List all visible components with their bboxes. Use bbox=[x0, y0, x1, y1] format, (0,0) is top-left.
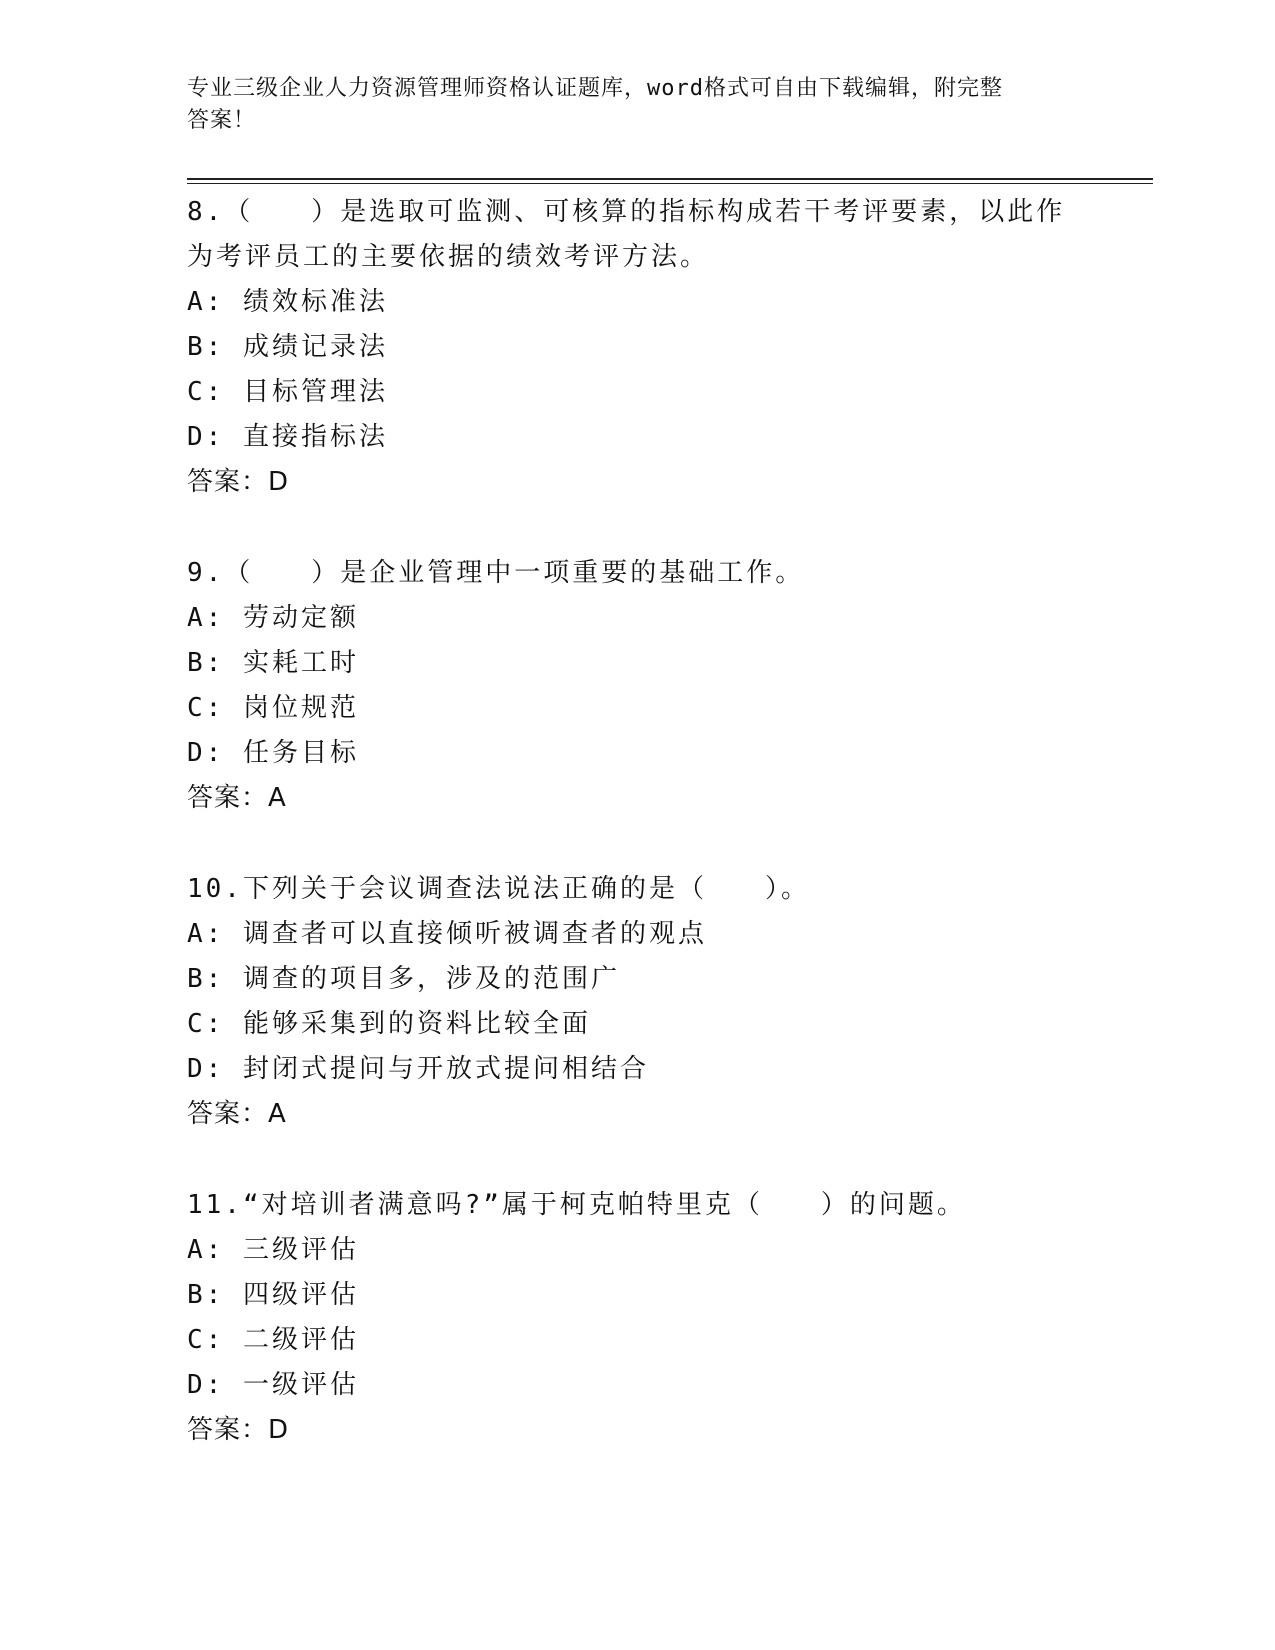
stem-line: 11.“对培训者满意吗?”属于柯克帕特里克（ ）的问题。 bbox=[187, 1190, 966, 1220]
option-d: D: 封闭式提问与开放式提问相结合 bbox=[187, 1054, 649, 1084]
header-line-2: 答案！ bbox=[187, 108, 257, 133]
option-a: A: 调查者可以直接倾听被调查者的观点 bbox=[187, 919, 707, 949]
question-11 bbox=[187, 1183, 1087, 1453]
option-c: C: 能够采集到的资料比较全面 bbox=[187, 1009, 591, 1039]
question-list bbox=[187, 190, 1087, 1499]
stem-line: 8.（ ）是选取可监测、可核算的指标构成若干考评要素，以此作 bbox=[187, 197, 1066, 227]
option-d: D: 任务目标 bbox=[187, 738, 359, 768]
answer: 答案：D bbox=[187, 467, 290, 497]
stem-line: 9.（ ）是企业管理中一项重要的基础工作。 bbox=[187, 558, 805, 588]
header-line-1: 专业三级企业人力资源管理师资格认证题库，word格式可自由下载编辑，附完整 bbox=[187, 76, 1003, 101]
option-c: C: 二级评估 bbox=[187, 1325, 359, 1355]
option-b: B: 调查的项目多，涉及的范围广 bbox=[187, 964, 620, 994]
stem-line: 为考评员工的主要依据的绩效考评方法。 bbox=[187, 242, 710, 272]
answer: 答案：D bbox=[187, 1415, 290, 1445]
answer: 答案：A bbox=[187, 783, 287, 813]
question-stem bbox=[187, 1183, 1087, 1228]
stem-line: 10.下列关于会议调查法说法正确的是（ ）。 bbox=[187, 874, 810, 904]
answer: 答案：A bbox=[187, 1099, 287, 1129]
header-divider-thin bbox=[187, 183, 1153, 184]
question-8 bbox=[187, 190, 1087, 505]
option-d: D: 直接指标法 bbox=[187, 422, 388, 452]
question-stem bbox=[187, 190, 1087, 280]
question-10 bbox=[187, 867, 1087, 1137]
option-a: A: 绩效标准法 bbox=[187, 287, 388, 317]
option-d: D: 一级评估 bbox=[187, 1370, 359, 1400]
question-stem bbox=[187, 551, 1087, 596]
option-b: B: 成绩记录法 bbox=[187, 332, 388, 362]
option-a: A: 劳动定额 bbox=[187, 603, 359, 633]
header-divider-thick bbox=[187, 178, 1153, 180]
question-9 bbox=[187, 551, 1087, 821]
option-c: C: 岗位规范 bbox=[187, 693, 359, 723]
option-b: B: 四级评估 bbox=[187, 1280, 359, 1310]
question-stem bbox=[187, 867, 1087, 912]
option-c: C: 目标管理法 bbox=[187, 377, 388, 407]
document-header bbox=[187, 73, 1067, 137]
option-b: B: 实耗工时 bbox=[187, 648, 359, 678]
option-a: A: 三级评估 bbox=[187, 1235, 359, 1265]
